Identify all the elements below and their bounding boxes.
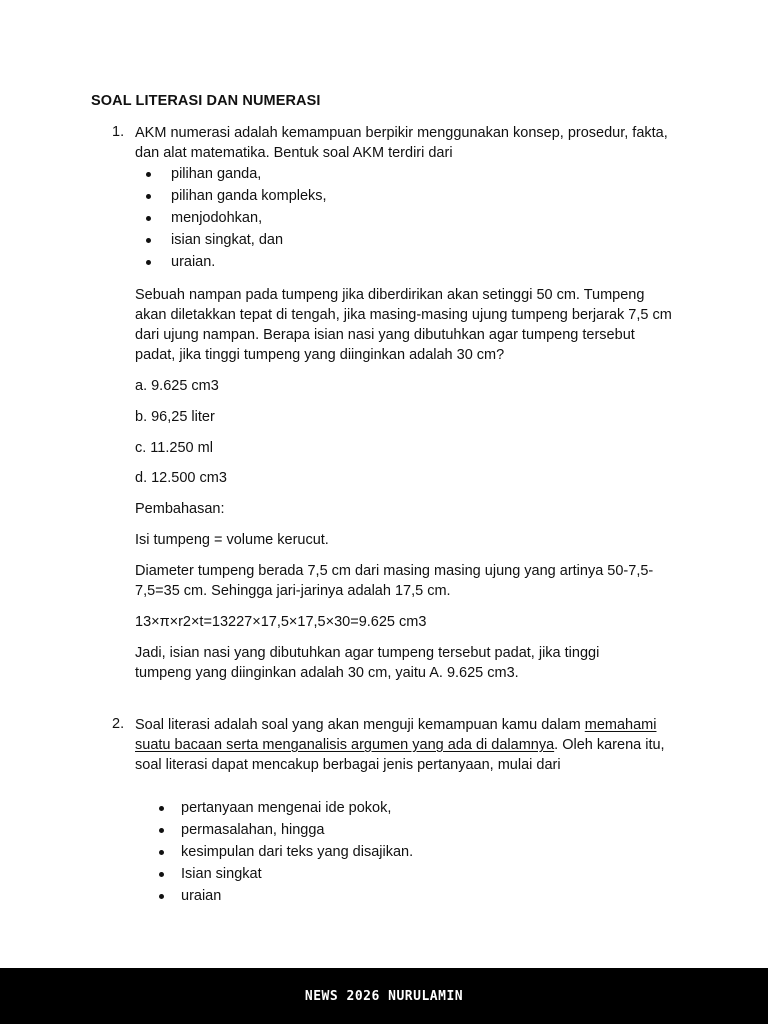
footer-watermark-bar: [0, 968, 768, 1024]
list-item: menjodohkan,: [171, 207, 327, 229]
option-c: c. 11.250 ml: [135, 440, 213, 456]
list-item: pilihan ganda kompleks,: [171, 185, 327, 207]
discussion-line-2: Diameter tumpeng berada 7,5 cm dari masing masing ujung yang artinya 50-7,5-7,5=35 cm. Sehingga jari-jarinya adalah 17,5 cm.: [135, 563, 654, 599]
list-item: Isian singkat: [181, 863, 413, 885]
page-title: SOAL LITERASI DAN NUMERASI: [91, 93, 321, 109]
list-item: uraian.: [171, 251, 327, 273]
bullet-icon: [146, 172, 151, 177]
bullet-icon: [159, 894, 164, 899]
option-d: d. 12.500 cm3: [135, 470, 227, 486]
question-2-text: Soal literasi adalah soal yang akan menguji kemampuan kamu dalam memahami suatu bacaan serta menganalisis argumen yang ada di dalamnya. Oleh karena itu, soal literasi dapat mencakup berbagai jenis pertanyaan, mulai dari: [135, 717, 665, 773]
list-item: isian singkat, dan: [171, 229, 327, 251]
discussion-line-1: Isi tumpeng = volume kerucut.: [135, 532, 329, 548]
question-2-number: 2.: [112, 716, 125, 732]
question-1-intro: AKM numerasi adalah kemampuan berpikir menggunakan konsep, prosedur, fakta, dan alat matematika. Bentuk soal AKM terdiri dari: [135, 125, 668, 161]
bullet-icon: [159, 806, 164, 811]
bullet-icon: [146, 194, 151, 199]
question-1-problem: Sebuah nampan pada tumpeng jika diberdirikan akan setinggi 50 cm. Tumpeng akan diletakkan tepat di tengah, jika masing-masing ujung tumpeng berjarak 7,5 cm dari ujung nampan. Berapa isian nasi yang dibutuhkan agar tumpeng tersebut padat, jika tinggi tumpeng yang diinginkan adalah 30 cm?: [135, 287, 672, 363]
list-item: uraian: [181, 885, 413, 907]
discussion-conclusion: Jadi, isian nasi yang dibutuhkan agar tumpeng tersebut padat, jika tinggi tumpeng yang diinginkan adalah 30 cm, yaitu A. 9.625 cm3.: [135, 645, 600, 681]
list-item: permasalahan, hingga: [181, 819, 413, 841]
bullet-icon: [159, 872, 164, 877]
option-b: b. 96,25 liter: [135, 409, 215, 425]
bullet-icon: [159, 828, 164, 833]
option-a: a. 9.625 cm3: [135, 378, 219, 394]
question-2-bullet-list: [181, 797, 413, 907]
bullet-icon: [146, 216, 151, 221]
question-1-number: 1.: [112, 124, 125, 140]
discussion-label: Pembahasan:: [135, 501, 225, 517]
list-item: kesimpulan dari teks yang disajikan.: [181, 841, 413, 863]
watermark-text: NEWS 2026 NURULAMIN: [304, 989, 464, 1004]
volume-formula: 13×π×r2×t=13227×17,5×17,5×30=9.625 cm3: [135, 614, 427, 630]
bullet-icon: [159, 850, 164, 855]
list-item: pertanyaan mengenai ide pokok,: [181, 797, 413, 819]
question-1-bullet-list: [171, 163, 327, 273]
list-item: pilihan ganda,: [171, 163, 327, 185]
underlined-phrase: memahami suatu bacaan serta menganalisis argumen yang ada di dalamnya: [135, 717, 657, 753]
bullet-icon: [146, 238, 151, 243]
bullet-icon: [146, 260, 151, 265]
